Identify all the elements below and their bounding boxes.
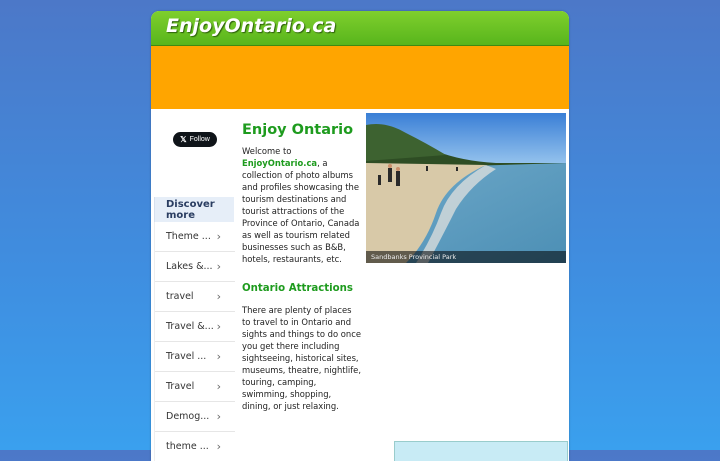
site-link[interactable]: EnjoyOntario.ca [242,158,318,168]
page-title: Enjoy Ontario [242,122,354,138]
discover-item[interactable] [155,432,235,461]
discover-item-label: Travel [166,381,195,392]
intro-paragraph [242,145,362,265]
chevron-right-icon: › [216,230,221,243]
beach-photo[interactable] [366,113,566,263]
discover-item-label: Travel &... [166,321,214,332]
discover-item[interactable] [155,372,235,402]
intro-suffix: , a collection of photo albums and profiles showcasing the tourism destinations and tourist attractions of the Province of Ontario, Canada as well as tourism related businesses such as B&B, hotels, restaurants, etc. [242,158,360,264]
site-logo[interactable]: EnjoyOntario.ca [166,15,337,37]
discover-more-heading: Discover more [154,197,234,222]
discover-item-label: Demog... [166,411,210,422]
discover-item-label: theme ... [166,441,209,452]
follow-button[interactable] [173,132,217,147]
chevron-right-icon: › [216,410,221,423]
discover-item[interactable] [155,402,235,432]
site-header [151,11,569,46]
discover-item[interactable] [155,222,235,252]
discover-item-label: Lakes &... [166,261,213,272]
chevron-right-icon: › [216,440,221,453]
section-heading: Ontario Attractions [242,283,353,294]
chevron-right-icon: › [216,290,221,303]
discover-item[interactable] [155,282,235,312]
chevron-right-icon: › [216,380,221,393]
chevron-right-icon: › [216,350,221,363]
discover-item[interactable] [155,312,235,342]
intro-prefix: Welcome to [242,146,292,156]
page-container [151,11,569,461]
discover-list [154,222,235,461]
discover-item-label: travel [166,291,194,302]
main-content [242,123,362,412]
x-icon: 𝕏 [180,135,187,144]
photo-caption: Sandbanks Provincial Park [366,251,566,263]
follow-label: Follow [189,136,210,143]
discover-item-label: Theme ... [166,231,211,242]
chevron-right-icon: › [216,260,221,273]
discover-item[interactable] [155,252,235,282]
section-paragraph: There are plenty of places to travel to in Ontario and sights and things to do once you get there including sightseeing, historical sites, museums, theatre, nightlife, touring, camping, swimming, shopping, dining, or just relaxing. [242,305,361,411]
discover-item[interactable] [155,342,235,372]
discover-item-label: Travel ... [166,351,207,362]
chevron-right-icon: › [216,320,221,333]
ad-box[interactable] [394,441,568,461]
beach-image [366,113,566,263]
banner-ad[interactable] [151,46,569,109]
